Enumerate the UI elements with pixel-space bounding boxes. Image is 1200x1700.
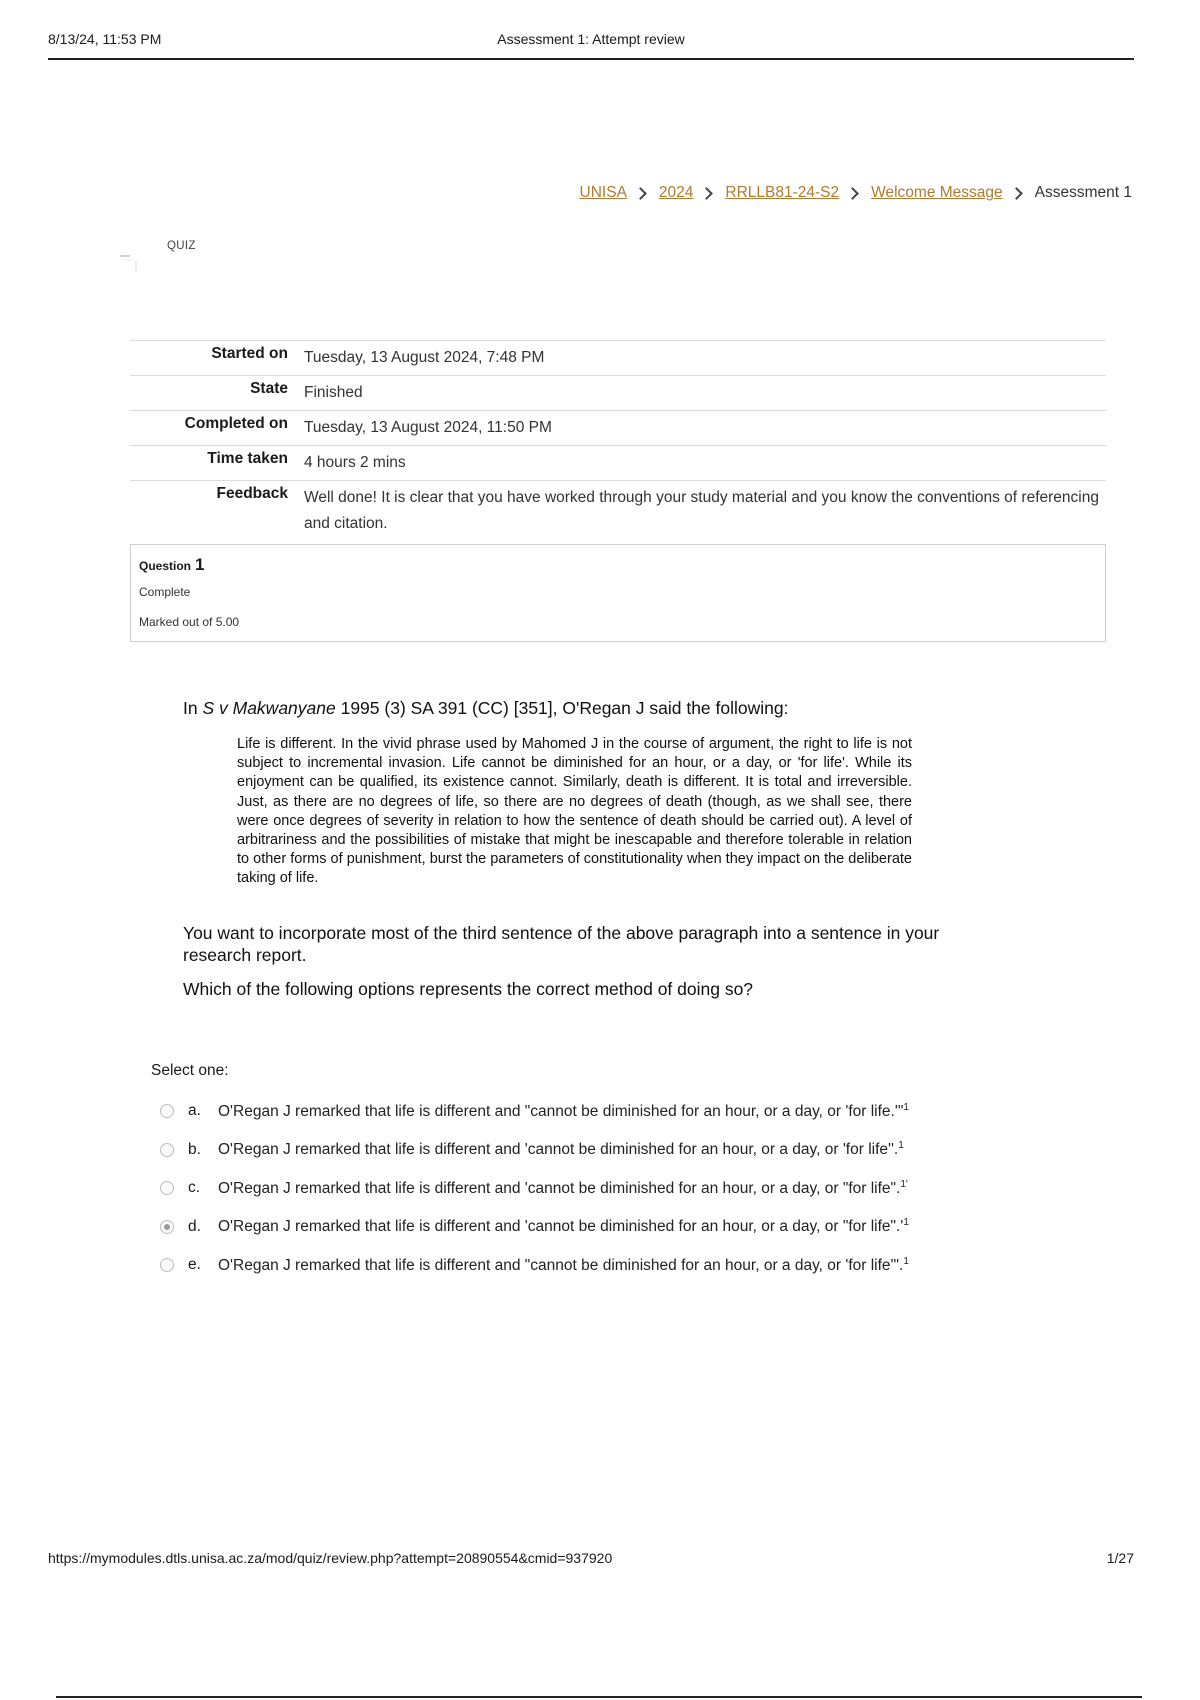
page-number: 1/27 xyxy=(1106,1550,1134,1566)
summary-value: Tuesday, 13 August 2024, 11:50 PM xyxy=(304,419,552,436)
answer-text-body: O'Regan J remarked that life is different and 'cannot be diminished for an hour, or a day, or 'for life''. xyxy=(218,1141,899,1159)
chevron-right-icon xyxy=(634,187,647,200)
select-one-label: Select one: xyxy=(151,1062,229,1079)
answer-option-d[interactable] xyxy=(160,1208,909,1247)
summary-row xyxy=(130,446,1106,481)
answer-letter: c. xyxy=(188,1179,201,1197)
print-date: 8/13/24, 11:53 PM xyxy=(48,31,162,47)
question-intro xyxy=(183,698,953,719)
question-instruction: You want to incorporate most of the third sentence of the above paragraph into a sentence in your research report. xyxy=(183,923,940,965)
answer-option-e[interactable] xyxy=(160,1246,909,1285)
page-url: https://mymodules.dtls.unisa.ac.za/mod/quiz/review.php?attempt=20890554&cmid=937920 xyxy=(48,1550,613,1566)
intro-prefix: In xyxy=(183,698,203,718)
block-quote: Life is different. In the vivid phrase used by Mahomed J in the course of argument, the right to life is not subject to incremental invasion. Life cannot be diminished for an hour, or a day, or 'for life'. While its enjoyment can be qualified, its existence cannot. Similarly, death is different. It is total and irreversible. Just, as there are no degrees of life, so there are no degrees of death (though, as we shall see, there were once degrees of severity in relation to how the sentence of death should be carried out). A level of arbitrariness and the possibilities of mistake that might be inescapable and therefore tolerable in relation to other forms of punishment, burst the parameters of constitutionality when they impact on the deliberate taking of life. xyxy=(237,736,912,887)
question-number xyxy=(139,555,204,575)
summary-label: Started on xyxy=(211,345,288,362)
summary-value: 4 hours 2 mins xyxy=(304,454,406,471)
summary-value: Tuesday, 13 August 2024, 7:48 PM xyxy=(304,349,545,366)
breadcrumb-welcome-message[interactable]: Welcome Message xyxy=(871,184,1003,201)
answer-text xyxy=(218,1256,909,1275)
question-label: Question xyxy=(139,559,192,573)
answer-text xyxy=(218,1102,909,1121)
summary-row xyxy=(130,481,1106,542)
breadcrumb-unisa[interactable]: UNISA xyxy=(579,184,627,201)
answer-text xyxy=(218,1179,908,1198)
radio-button[interactable] xyxy=(160,1143,174,1157)
chevron-right-icon xyxy=(701,187,714,200)
breadcrumb-course[interactable]: RRLLB81-24-S2 xyxy=(725,184,840,201)
question-info-box xyxy=(130,544,1106,642)
breadcrumb-current: Assessment 1 xyxy=(1034,184,1132,201)
question-state: Complete xyxy=(139,585,191,599)
answer-text-body: O'Regan J remarked that life is different and "cannot be diminished for an hour, or a day, or 'for life'". xyxy=(218,1256,904,1274)
answer-text xyxy=(218,1140,904,1159)
print-title: Assessment 1: Attempt review xyxy=(497,31,685,47)
breadcrumb xyxy=(580,184,1132,202)
radio-button[interactable] xyxy=(160,1258,174,1272)
question-number-value: 1 xyxy=(195,555,205,574)
answer-options xyxy=(160,1092,909,1285)
radio-button[interactable] xyxy=(160,1181,174,1195)
footnote-marker: 1 xyxy=(898,1140,904,1152)
answer-text xyxy=(218,1217,909,1236)
question-prompt: Which of the following options represents the correct method of doing so? xyxy=(183,979,754,999)
feedback-text: Well done! It is clear that you have worked through your study material and you know the conventions of referencing and citation. xyxy=(304,489,1099,532)
chevron-right-icon xyxy=(1010,187,1023,200)
answer-option-a[interactable] xyxy=(160,1092,909,1131)
answer-letter: d. xyxy=(188,1217,201,1235)
summary-label: Feedback xyxy=(216,485,288,502)
activity-label: QUIZ xyxy=(167,240,196,252)
quiz-icon xyxy=(118,252,140,274)
footnote-marker: 1 xyxy=(903,1255,909,1267)
summary-row xyxy=(130,376,1106,411)
summary-value: Finished xyxy=(304,384,363,401)
answer-text-body: O'Regan J remarked that life is different and 'cannot be diminished for an hour, or a day, or "for life".' xyxy=(218,1218,904,1236)
summary-row xyxy=(130,411,1106,446)
chevron-right-icon xyxy=(846,187,859,200)
answer-option-b[interactable] xyxy=(160,1131,909,1170)
answer-text-body: O'Regan J remarked that life is different and 'cannot be diminished for an hour, or a day, or "for life". xyxy=(218,1179,901,1197)
question-grade: Marked out of 5.00 xyxy=(139,615,240,629)
answer-text-body: O'Regan J remarked that life is different and "cannot be diminished for an hour, or a day, or 'for life.'" xyxy=(218,1102,904,1120)
answer-option-c[interactable] xyxy=(160,1169,909,1208)
summary-label: Completed on xyxy=(184,415,288,432)
case-name: S v Makwanyane xyxy=(202,698,336,718)
print-header xyxy=(48,28,1134,60)
answer-letter: e. xyxy=(188,1256,201,1274)
answer-letter: a. xyxy=(188,1102,201,1120)
intro-suffix: 1995 (3) SA 391 (CC) [351], O'Regan J said the following: xyxy=(335,698,789,718)
attempt-summary-table xyxy=(130,340,1106,541)
radio-button-selected[interactable] xyxy=(160,1220,174,1234)
summary-label: Time taken xyxy=(207,450,288,467)
summary-row xyxy=(130,341,1106,376)
footnote-marker: 1 xyxy=(903,1217,909,1229)
footnote-marker: 1' xyxy=(900,1178,908,1190)
footnote-marker: 1 xyxy=(903,1101,909,1113)
summary-label: State xyxy=(250,380,288,397)
breadcrumb-year[interactable]: 2024 xyxy=(658,184,694,201)
page-divider xyxy=(56,1696,1142,1698)
radio-button[interactable] xyxy=(160,1104,174,1118)
answer-letter: b. xyxy=(188,1140,201,1158)
